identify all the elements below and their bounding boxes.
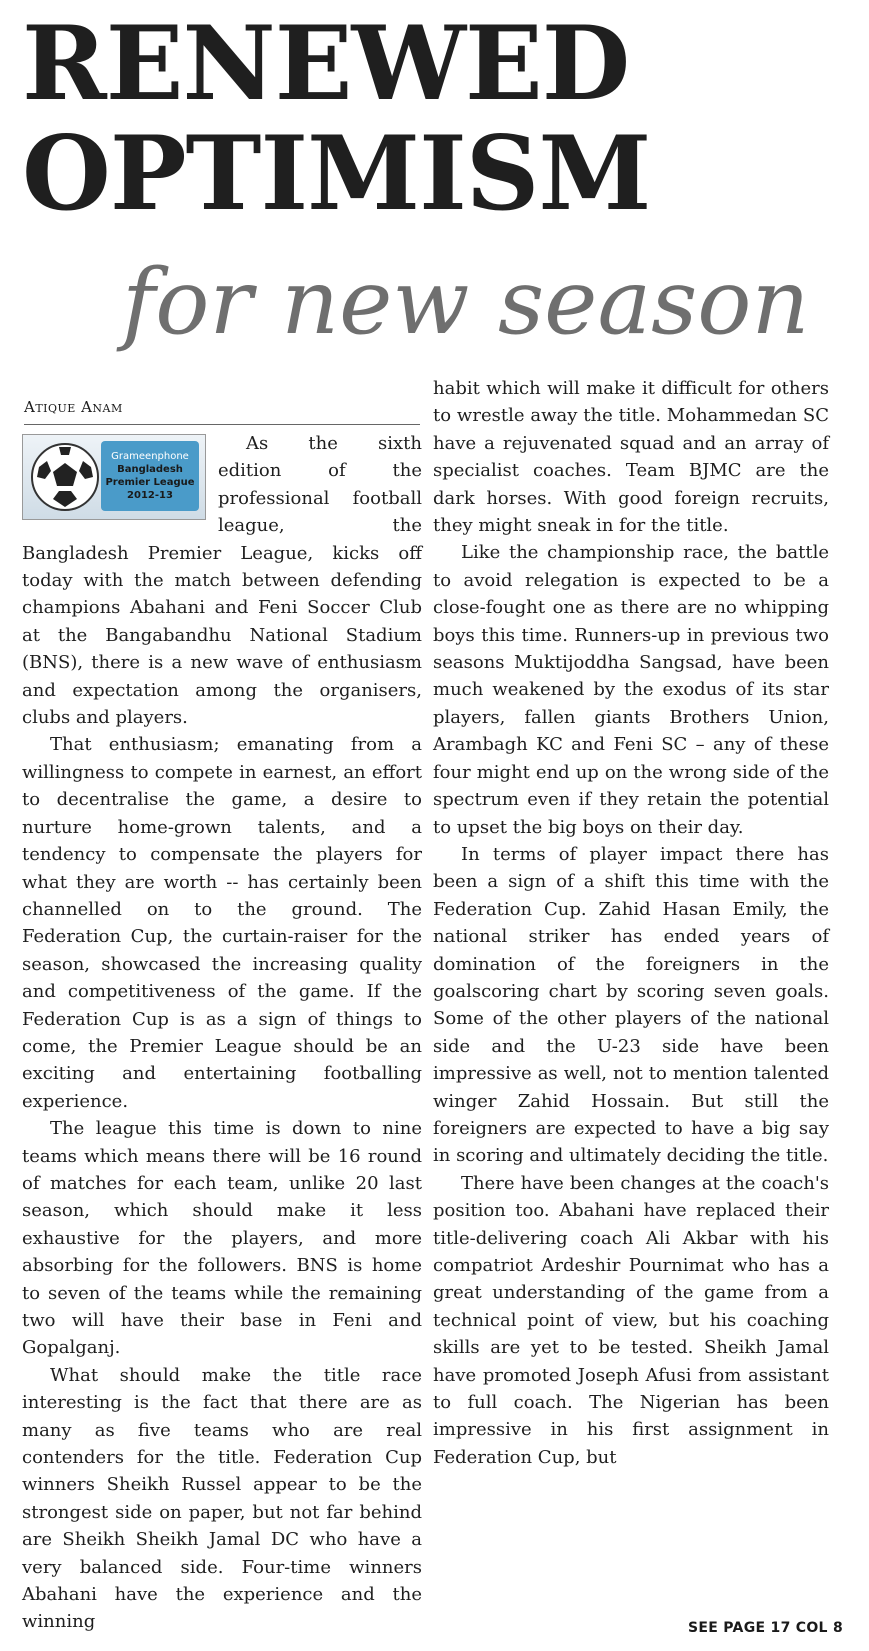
paragraph: As the sixth edition of the professional football league, the Bangladesh Premier League, kicks off today with the match between defending champions Abahani and Feni Soccer Club at the Bangabandhu National Stadium (BNS), there is a new wave of enthusiasm and expectation among the organisers, clubs and players. xyxy=(22,433,422,729)
league-logo xyxy=(22,434,206,520)
paragraph: What should make the title race interesting is the fact that there are as many as five teams who are real contenders for the title. Federation Cup winners Sheikh Russel appear to be the strongest side on paper, but not far behind are Sheikh Sheikh Jamal DC who have a very balanced side. Four-time winners Abahani have the experience and the winning xyxy=(22,1364,422,1633)
paragraph: There have been changes at the coach's position too. Abahani have replaced their title-delivering coach Ali Akbar with his compatriot Ardeshir Pournimat who has a great understanding of the game from a technical point of view, but his coaching skills are yet to be tested. Sheikh Jamal have promoted Joseph Afusi from assistant to full coach. The Nigerian has been impressive in his first assignment in Federation Cup, but xyxy=(433,1172,829,1468)
headline-line-1: RENEWED xyxy=(22,4,630,124)
headline-line-2: OPTIMISM xyxy=(22,114,651,234)
paragraph: Like the championship race, the battle to avoid relegation is expected to be a close-fought one as there are no whipping boys this time. Runners-up in previous two seasons Muktijoddha Sangsad, have been much weakened by the exodus of its star players, fallen giants Brothers Union, Arambagh KC and Feni SC – any of these four might end up on the wrong side of the spectrum even if they retain the potential to upset the big boys on their day. xyxy=(433,542,829,838)
paragraph: In terms of player impact there has been a sign of a shift this time with the Federation Cup. Zahid Hasan Emily, the national striker has ended years of domination of the foreigners in the goalscoring chart by scoring seven goals. Some of the other players of the national side and the U-23 side have been impressive as well, not to mention talented winger Zahid Hossain. But still the foreigners are expected to have a big say in scoring and ultimately deciding the title. xyxy=(433,843,829,1167)
logo-line-2: Premier League xyxy=(105,477,195,488)
league-logo-text xyxy=(101,441,199,511)
paragraph: habit which will make it difficult for others to wrestle away the title. Mohammedan SC have a rejuvenated squad and an array of specialist coaches. Team BJMC are the dark horses. With good foreign recruits, they might sneak in for the title. xyxy=(433,378,829,537)
article-column-right xyxy=(433,375,829,1471)
logo-line-1: Bangladesh xyxy=(117,464,183,475)
paragraph: That enthusiasm; emanating from a willingness to compete in earnest, an effort to decentralise the game, a desire to nurture home-grown talents, and a tendency to compensate the players for what they are worth -- has certainly been channelled on to the ground. The Federation Cup, the curtain-raiser for the season, showcased the increasing quality and competitiveness of the game. If the Federation Cup is as a sign of things to come, the Premier League should be an exciting and entertaining footballing experience. xyxy=(22,734,422,1112)
paragraph: The league this time is down to nine teams which means there will be 16 round of matches for each team, unlike 20 last season, which should make it less exhaustive for the players, and more absorbing for the followers. BNS is home to seven of the teams while the remaining two will have their base in Feni and Gopalganj. xyxy=(22,1118,422,1359)
logo-line-3: 2012-13 xyxy=(127,490,173,501)
subheadline: for new season xyxy=(122,250,810,355)
football-icon xyxy=(29,441,101,513)
logo-brand: Grameenphone xyxy=(111,451,189,462)
byline-divider xyxy=(24,424,420,425)
article-column-left xyxy=(22,430,422,1636)
byline: Atique Anam xyxy=(24,398,123,416)
continued-on-page: SEE PAGE 17 COL 8 xyxy=(688,1620,843,1636)
